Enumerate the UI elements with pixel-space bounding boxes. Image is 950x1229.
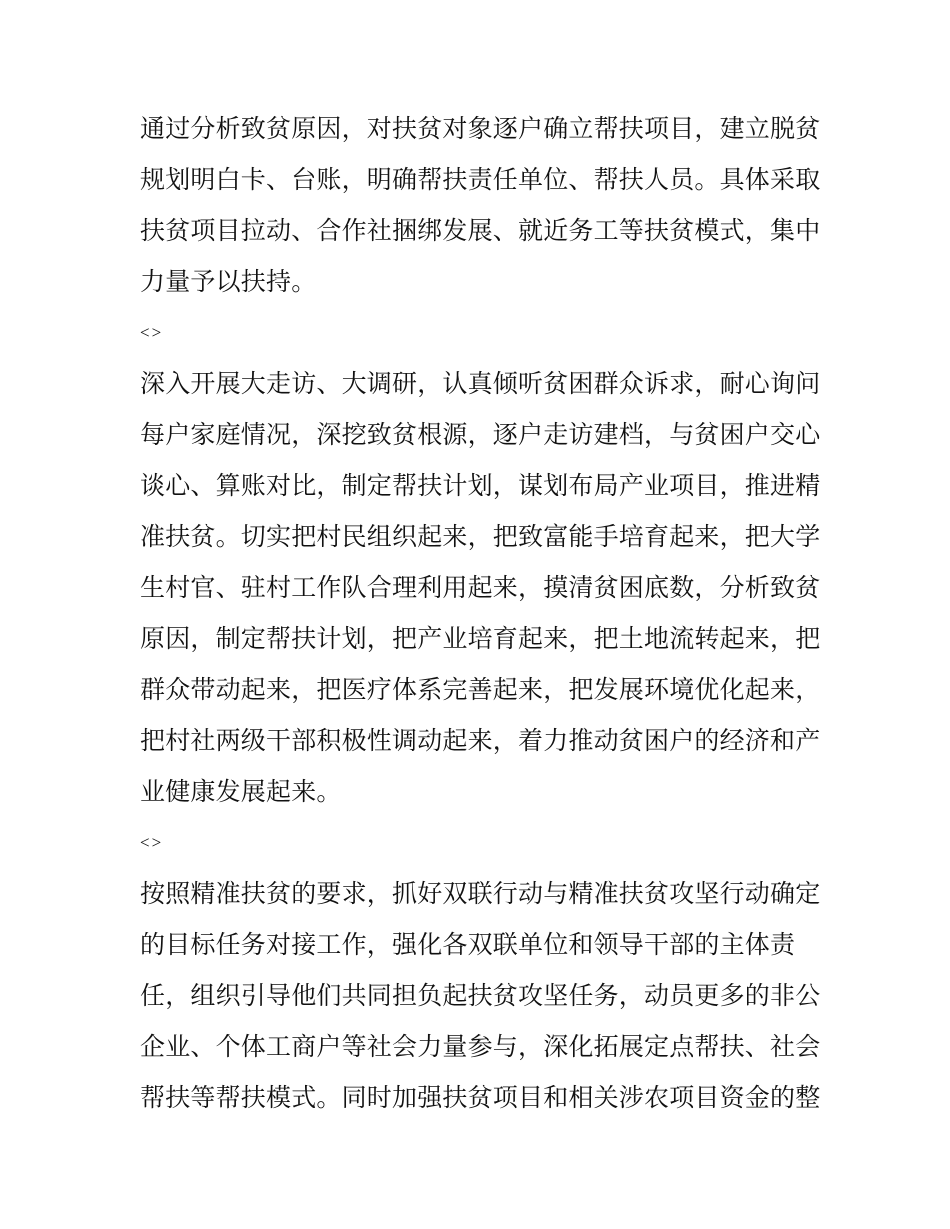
paragraph-2-line-3: 谈心、算账对比，制定帮扶计划，谋划布局产业项目，推进精 — [140, 471, 821, 500]
paragraph-3-line-2: 的目标任务对接工作，强化各双联单位和领导干部的主体责 — [140, 930, 796, 959]
paragraph-1-line-1: 通过分析致贫原因，对扶贫对象逐户确立帮扶项目，建立脱贫 — [140, 114, 821, 143]
paragraph-2-line-2: 每户家庭情况，深挖致贫根源，逐户走访建档，与贫困户交心 — [140, 420, 821, 449]
paragraph-3-line-1: 按照精准扶贫的要求，抓好双联行动与精准扶贫攻坚行动确定 — [140, 879, 821, 908]
paragraph-2-line-5: 生村官、驻村工作队合理利用起来，摸清贫困底数，分析致贫 — [140, 573, 821, 602]
paragraph-1-line-2: 规划明白卡、台账，明确帮扶责任单位、帮扶人员。具体采取 — [140, 165, 821, 194]
paragraph-2-line-4: 准扶贫。切实把村民组织起来，把致富能手培育起来，把大学 — [140, 522, 821, 551]
paragraph-2-line-7: 群众带动起来，把医疗体系完善起来，把发展环境优化起来， — [140, 675, 821, 704]
paragraph-1-line-3: 扶贫项目拉动、合作社捆绑发展、就近务工等扶贫模式，集中 — [140, 216, 821, 245]
paragraph-2-line-9: 业健康发展起来。 — [140, 777, 342, 806]
paragraph-3-line-4: 企业、个体工商户等社会力量参与，深化拓展定点帮扶、社会 — [140, 1032, 821, 1061]
paragraph-2-line-8: 把村社两级干部积极性调动起来，着力推动贫困户的经济和产 — [140, 726, 821, 755]
section-separator-1: <> — [140, 323, 164, 342]
paragraph-2-line-1: 深入开展大走访、大调研，认真倾听贫困群众诉求，耐心询问 — [140, 369, 821, 398]
paragraph-3-line-5: 帮扶等帮扶模式。同时加强扶贫项目和相关涉农项目资金的整 — [140, 1083, 821, 1112]
section-separator-2: <> — [140, 833, 164, 852]
document-body — [140, 103, 820, 1123]
paragraph-1-line-4: 力量予以扶持。 — [140, 267, 317, 296]
paragraph-2-line-6: 原因，制定帮扶计划，把产业培育起来，把土地流转起来，把 — [140, 624, 821, 653]
paragraph-3-line-3: 任，组织引导他们共同担负起扶贫攻坚任务，动员更多的非公 — [140, 981, 821, 1010]
